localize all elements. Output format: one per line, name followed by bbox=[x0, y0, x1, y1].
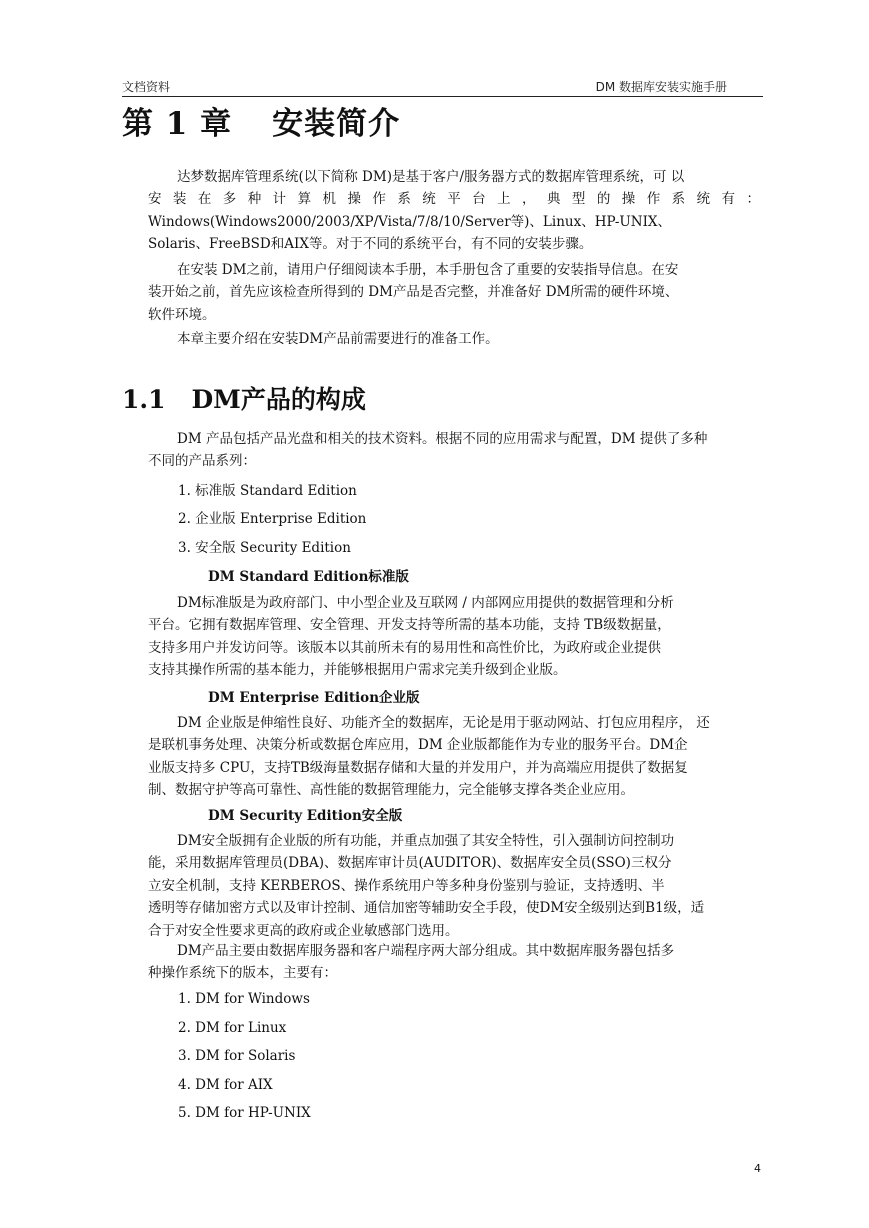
section-title: DM产品的构成 bbox=[191, 385, 366, 414]
text-line: Solaris、FreeBSD和AIX等。对于不同的系统平台，有不同的安装步骤。 bbox=[148, 236, 593, 253]
edition-list-item: 2. 企业版 Enterprise Edition bbox=[178, 511, 367, 527]
standard-edition-paragraph bbox=[148, 592, 760, 682]
security-edition-heading: DM Security Edition安全版 bbox=[208, 808, 403, 824]
standard-edition-heading: DM Standard Edition标准版 bbox=[208, 569, 409, 585]
edition-list-item: 1. 标准版 Standard Edition bbox=[178, 483, 357, 499]
chapter-heading bbox=[122, 98, 400, 143]
text-line: 平台。它拥有数据库管理、安全管理、开发支持等所需的基本功能，支持 TB级数据量， bbox=[148, 617, 671, 634]
text-line: DM标准版是为政府部门、中小型企业及互联网 / 内部网应用提供的数据管理和分析 bbox=[177, 595, 674, 611]
platform-list-item: 3. DM for Solaris bbox=[178, 1048, 296, 1064]
text-line: 支持多用户并发访问等。该版本以其前所未有的易用性和高性价比，为政府或企业提供 bbox=[148, 639, 661, 656]
platform-list-item: 5. DM for HP-UNIX bbox=[178, 1105, 311, 1121]
text-line: 在安装 DM之前，请用户仔细阅读本手册，本手册包含了重要的安装指导信息。在安 bbox=[177, 262, 679, 278]
text-line: 能，采用数据库管理员(DBA)、数据库审计员(AUDITOR)、数据库安全员(SSO)三权分 bbox=[148, 855, 672, 872]
edition-list-item: 3. 安全版 Security Edition bbox=[178, 540, 351, 556]
text-line: 软件环境。 bbox=[148, 306, 216, 323]
text-line: 装开始之前，首先应该检查所得到的 DM产品是否完整，并准备好 DM所需的硬件环境、 bbox=[148, 284, 679, 301]
page-header bbox=[122, 76, 763, 97]
page-number: 4 bbox=[754, 1162, 761, 1175]
chapter-number: 第 1 章 bbox=[122, 106, 233, 142]
text-line: DM安全版拥有企业版的所有功能，并重点加强了其安全特性，引入强制访问控制功 bbox=[177, 833, 675, 849]
composition-paragraph bbox=[148, 940, 760, 985]
header-left-text: 文档资料 bbox=[122, 80, 171, 94]
text-line: 支持其操作所需的基本能力，并能够根据用户需求完美升级到企业版。 bbox=[148, 662, 567, 679]
enterprise-edition-paragraph bbox=[148, 712, 760, 802]
text-line: 业版支持多 CPU，支持TB级海量数据存储和大量的并发用户，并为高端应用提供了数据复 bbox=[148, 759, 688, 776]
text-line: DM产品主要由数据库服务器和客户端程序两大部分组成。其中数据库服务器包括多 bbox=[177, 943, 675, 959]
enterprise-edition-heading: DM Enterprise Edition企业版 bbox=[208, 690, 420, 706]
platform-list-item: 4. DM for AIX bbox=[178, 1077, 273, 1093]
text-line: 透明等存储加密方式以及审计控制、通信加密等辅助安全手段，使DM安全级别达到B1级，适 bbox=[148, 900, 705, 917]
chapter-title: 安装简介 bbox=[272, 106, 401, 142]
text-line: 合于对安全性要求更高的政府或企业敏感部门选用。 bbox=[148, 922, 459, 939]
intro-paragraph-2 bbox=[148, 259, 760, 326]
text-line: 达梦数据库管理系统(以下简称 DM)是基于客户/服务器方式的数据库管理系统，可 以 bbox=[177, 169, 685, 185]
header-right-text: DM 数据库安装实施手册 bbox=[595, 80, 727, 94]
text-line: DM 产品包括产品光盘和相关的技术资料。根据不同的应用需求与配置，DM 提供了多种 bbox=[177, 431, 708, 447]
section-heading bbox=[122, 380, 366, 416]
intro-paragraph-3: 本章主要介绍在安装DM产品前需要进行的准备工作。 bbox=[177, 331, 499, 347]
text-line: 不同的产品系列： bbox=[148, 453, 256, 470]
text-line: 安 装 在 多 种 计 算 机 操 作 系 统 平 台 上 ， 典 型 的 操 作 系 统 有 ： bbox=[148, 191, 760, 208]
text-line: 制、数据守护等高可靠性、高性能的数据管理能力，完全能够支撑各类企业应用。 bbox=[148, 782, 634, 799]
security-edition-paragraph bbox=[148, 830, 760, 942]
products-paragraph bbox=[148, 428, 760, 473]
intro-paragraph-1 bbox=[148, 166, 760, 256]
text-line: 是联机事务处理、决策分析或数据仓库应用，DM 企业版都能作为专业的服务平台。DM企 bbox=[148, 737, 688, 754]
platform-list-item: 2. DM for Linux bbox=[178, 1020, 287, 1036]
section-number: 1.1 bbox=[122, 385, 166, 414]
text-line: Windows(Windows2000/2003/XP/Vista/7/8/10/Server等)、Linux、HP-UNIX、 bbox=[148, 213, 672, 230]
text-line: 立安全机制，支持 KERBEROS、操作系统用户等多种身份鉴别与验证，支持透明、半 bbox=[148, 877, 665, 894]
text-line: 种操作系统下的版本，主要有： bbox=[148, 965, 337, 982]
text-line: DM 企业版是伸缩性良好、功能齐全的数据库，无论是用于驱动网站、打包应用程序， 还 bbox=[177, 715, 710, 731]
platform-list-item: 1. DM for Windows bbox=[178, 991, 310, 1007]
